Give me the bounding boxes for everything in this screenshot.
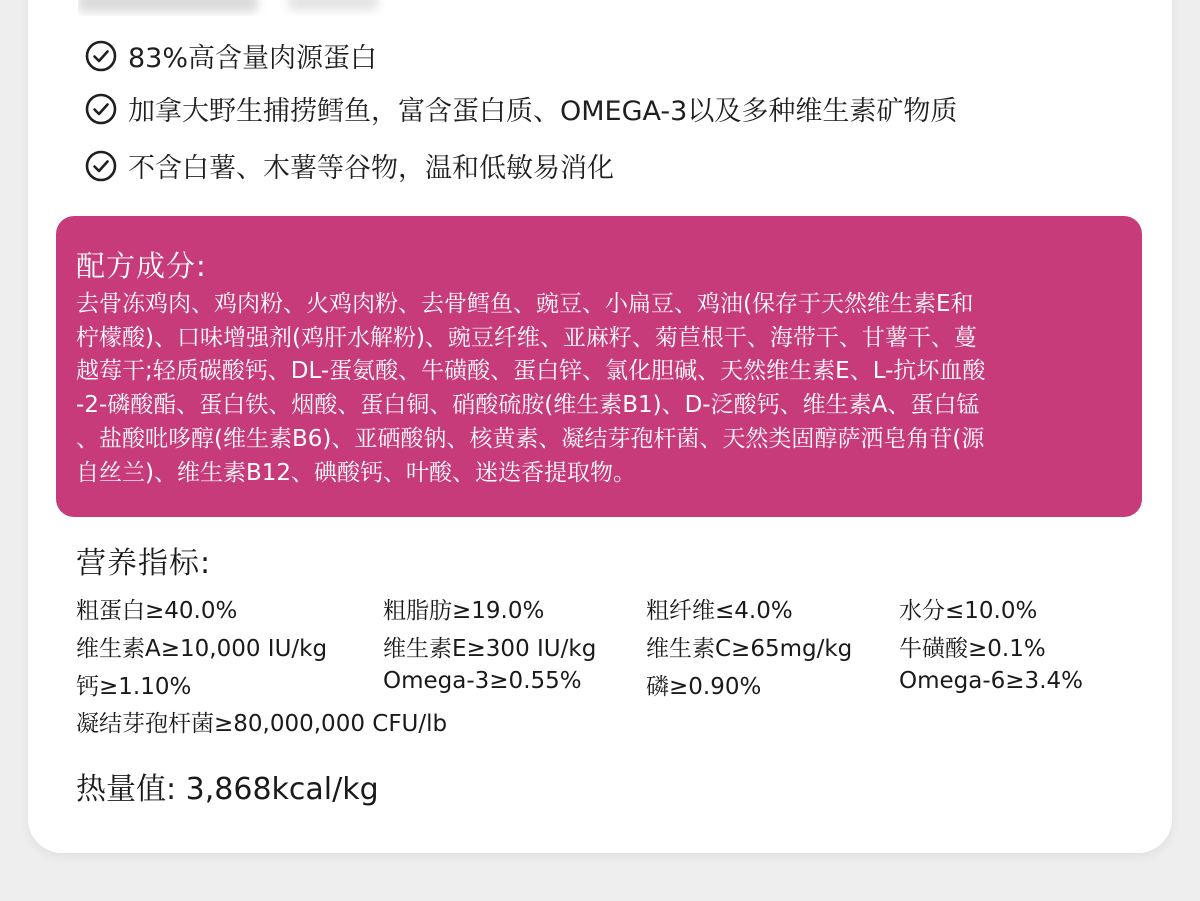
formula-line: -2-磷酸酯、蛋白铁、烟酸、蛋白铜、硝酸硫胺(维生素B1)、D-泛酸钙、维生素A、蛋白锰 — [76, 392, 980, 419]
nutrition-value: 粗纤维≤4.0% — [646, 598, 793, 624]
nutrition-value: Omega-3≥0.55% — [383, 668, 582, 694]
check-circle-icon — [84, 92, 118, 126]
energy-value: 热量值: 3,868kcal/kg — [76, 772, 379, 807]
nutrition-value: 粗蛋白≥40.0% — [76, 598, 238, 624]
feature-text: 83%高含量肉源蛋白 — [128, 43, 378, 74]
nutrition-value: 牛磺酸≥0.1% — [899, 636, 1046, 662]
formula-line: 柠檬酸)、口味增强剂(鸡肝水解粉)、豌豆纤维、亚麻籽、菊苣根干、海带干、甘薯干、蔓 — [76, 324, 977, 351]
formula-line: 自丝兰)、维生素B12、碘酸钙、叶酸、迷迭香提取物。 — [76, 459, 637, 486]
formula-title: 配方成分: — [76, 249, 207, 283]
nutrition-title: 营养指标: — [76, 546, 212, 581]
nutrition-value: 维生素E≥300 IU/kg — [383, 636, 597, 662]
nutrition-value: 凝结芽孢杆菌≥80,000,000 CFU/lb — [76, 711, 448, 737]
nutrition-value: 磷≥0.90% — [646, 674, 762, 700]
check-circle-icon — [84, 149, 118, 183]
formula-line: 越莓干;轻质碳酸钙、DL-蛋氨酸、牛磺酸、蛋白锌、氯化胆碱、天然维生素E、L-抗坏血酸 — [76, 358, 986, 385]
feature-text: 加拿大野生捕捞鳕鱼，富含蛋白质、OMEGA-3以及多种维生素矿物质 — [128, 96, 958, 127]
nutrition-value: 粗脂肪≥19.0% — [383, 598, 545, 624]
nutrition-value: 维生素A≥10,000 IU/kg — [76, 636, 328, 662]
feature-item — [84, 89, 957, 128]
nutrition-value: Omega-6≥3.4% — [899, 668, 1083, 694]
nutrition-value: 钙≥1.10% — [76, 674, 192, 700]
feature-item — [84, 36, 377, 75]
feature-text: 不含白薯、木薯等谷物，温和低敏易消化 — [128, 153, 614, 184]
nutrition-value: 水分≤10.0% — [899, 598, 1038, 624]
formula-ingredients — [76, 288, 1122, 490]
formula-line: 去骨冻鸡肉、鸡肉粉、火鸡肉粉、去骨鳕鱼、豌豆、小扁豆、鸡油(保存于天然维生素E和 — [76, 291, 974, 317]
blurred-header — [78, 0, 398, 16]
nutrition-value: 维生素C≥65mg/kg — [646, 636, 853, 662]
feature-item — [84, 146, 614, 185]
formula-line: 、盐酸吡哆醇(维生素B6)、亚硒酸钠、核黄素、凝结芽孢杆菌、天然类固醇萨洒皂角苷(源 — [76, 425, 985, 452]
formula-panel — [56, 216, 1142, 517]
check-circle-icon — [84, 39, 118, 73]
